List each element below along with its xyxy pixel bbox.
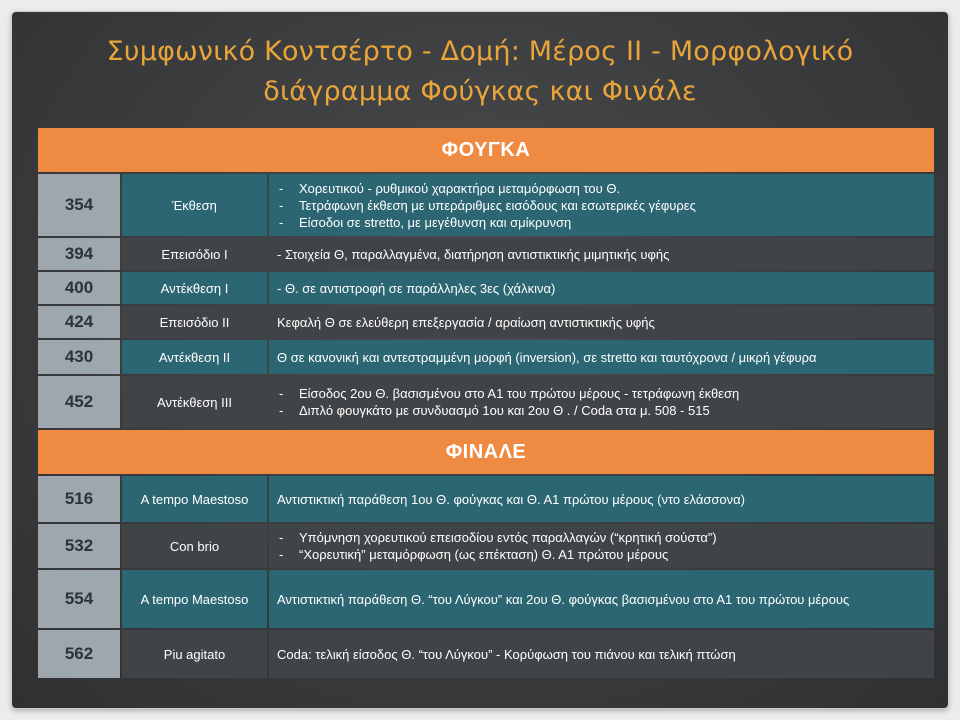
section-description: [269, 476, 934, 522]
bar-number: 554: [38, 570, 120, 628]
finale-header: ΦΙΝΑΛΕ: [38, 430, 934, 474]
description-line: Αντιστικτική παράθεση Θ. “του Λύγκου” και 2ου Θ. φούγκας βασισμένου στο Α1 του πρώτου μέρους: [277, 591, 850, 607]
fugue-header: ΦΟΥΓΚΑ: [38, 128, 934, 172]
table-row: [38, 306, 934, 338]
section-name: Αντέκθεση ΙΙΙ: [122, 376, 267, 428]
section-description: [269, 174, 934, 236]
section-name: Έκθεση: [122, 174, 267, 236]
description-line: Αντιστικτική παράθεση 1ου Θ. φούγκας και Θ. Α1 πρώτου μέρους (ντο ελάσσονα): [277, 491, 745, 507]
table-row: [38, 524, 934, 568]
table-row: [38, 340, 934, 374]
table-row: [38, 174, 934, 236]
section-description: [269, 524, 934, 568]
section-name: A tempo Maestoso: [122, 570, 267, 628]
section-description: [269, 306, 934, 338]
bar-number: 452: [38, 376, 120, 428]
description-line: - Είσοδος 2ου Θ. βασισμένου στο Α1 του πρώτου μέρους - τετράφωνη έκθεση: [279, 386, 740, 401]
section-name: A tempo Maestoso: [122, 476, 267, 522]
description-line: - Χορευτικού - ρυθμικού χαρακτήρα μεταμόρφωση του Θ.: [279, 180, 621, 196]
table-row: [38, 570, 934, 628]
description-line: - Στοιχεία Θ, παραλλαγμένα, διατήρηση αντιστικτικής μιμητικής υφής: [277, 246, 670, 262]
description-line: - Είσοδοι σε stretto, με μεγέθυνση και σμίκρυνση: [279, 214, 572, 230]
title-line-1: Συμφωνικό Κοντσέρτο - Δομή: Μέρος ΙΙ - Μορφολογικό: [106, 36, 854, 67]
section-name: Con brio: [122, 524, 267, 568]
section-description: [269, 570, 934, 628]
description-line: Κεφαλή Θ σε ελεύθερη επεξεργασία / αραίωση αντιστικτικής υφής: [277, 314, 655, 330]
slide-title: [12, 32, 948, 112]
bar-number: 430: [38, 340, 120, 374]
section-description: [269, 630, 934, 678]
table-row: [38, 272, 934, 304]
bar-number: 394: [38, 238, 120, 270]
description-line: - “Χορευτική” μεταμόρφωση (ως επέκταση) Θ. Α1 πρώτου μέρους: [279, 547, 669, 562]
bar-number: 400: [38, 272, 120, 304]
description-line: - Τετράφωνη έκθεση με υπεράριθμες εισόδους και εσωτερικές γέφυρες: [279, 197, 696, 213]
section-name: Αντέκθεση Ι: [122, 272, 267, 304]
bar-number: 424: [38, 306, 120, 338]
description-line: Coda: τελική είσοδος Θ. “του Λύγκου” - Κορύφωση του πιάνου και τελική πτώση: [277, 646, 736, 662]
section-name: Piu agitato: [122, 630, 267, 678]
section-name: Επεισόδιο Ι: [122, 238, 267, 270]
section-name: Αντέκθεση ΙΙ: [122, 340, 267, 374]
description-line: Θ σε κανονική και αντεστραμμένη μορφή (inversion), σε stretto και ταυτόχρονα / μικρή γέφυρα: [277, 349, 817, 365]
description-line: - Θ. σε αντιστροφή σε παράλληλες 3ες (χάλκινα): [277, 280, 556, 296]
title-line-2: διάγραμμα Φούγκας και Φινάλε: [263, 76, 697, 107]
description-line: - Διπλό φουγκάτο με συνδυασμό 1ου και 2ου Θ . / Coda στα μ. 508 - 515: [279, 403, 710, 418]
slide-board: [12, 12, 948, 708]
section-name: Επεισόδιο ΙΙ: [122, 306, 267, 338]
bar-number: 516: [38, 476, 120, 522]
description-line: - Υπόμνηση χορευτικού επεισοδίου εντός παραλλαγών (“κρητική σούστα”): [279, 530, 717, 545]
section-description: [269, 340, 934, 374]
table-row: [38, 376, 934, 428]
table-row: [38, 476, 934, 522]
section-description: [269, 272, 934, 304]
bar-number: 562: [38, 630, 120, 678]
table-row: [38, 630, 934, 678]
bar-number: 532: [38, 524, 120, 568]
table-row: [38, 238, 934, 270]
section-description: [269, 376, 934, 428]
bar-number: 354: [38, 174, 120, 236]
section-description: [269, 238, 934, 270]
